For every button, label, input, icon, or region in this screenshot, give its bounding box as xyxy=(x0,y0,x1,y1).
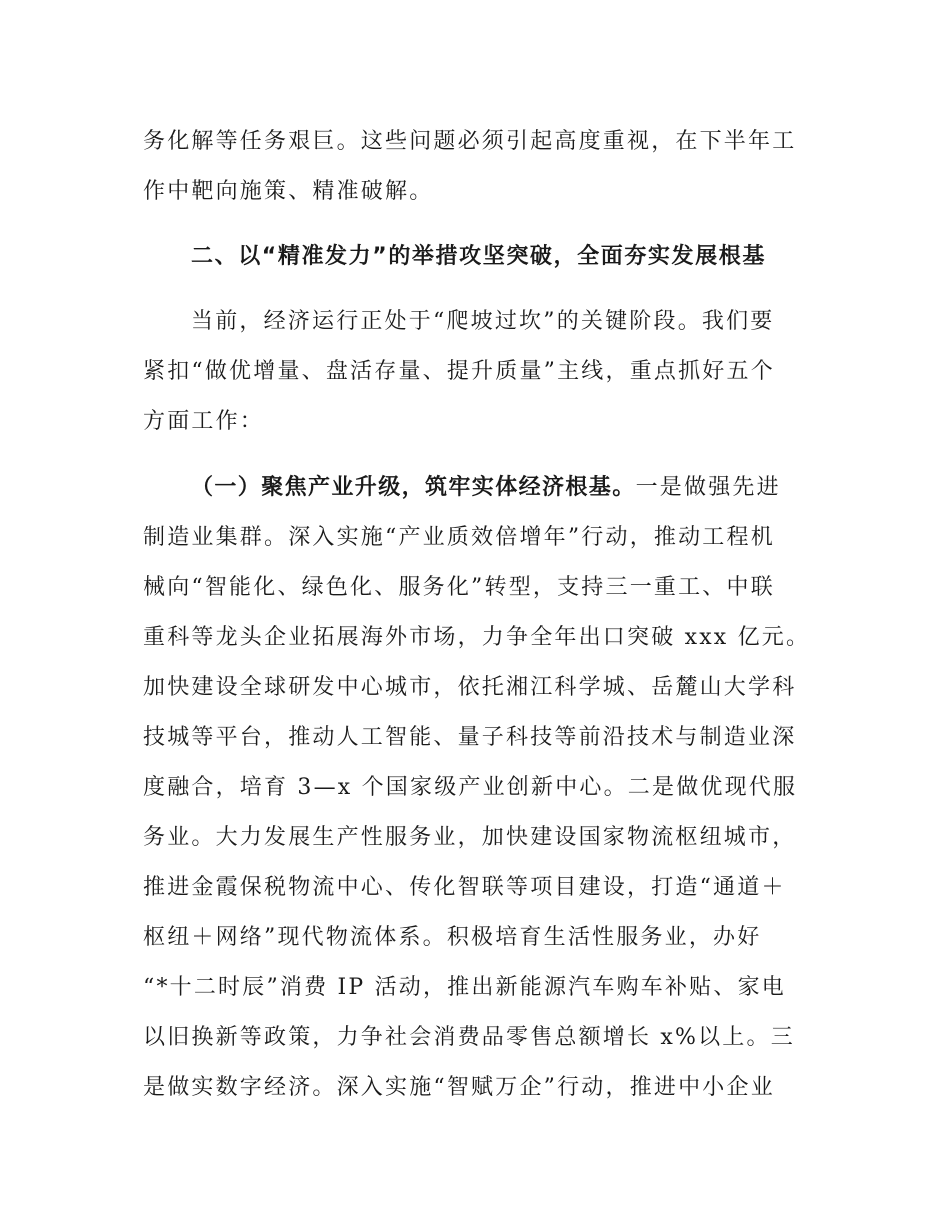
bold-lead: （一）聚焦产业升级，筑牢实体经济根基。 xyxy=(191,475,636,500)
section-heading-container xyxy=(143,232,811,282)
text-line: “*十二时辰”消费 IP 活动，推出新能源汽车购车补贴、家电 xyxy=(143,975,786,1000)
text-line: 务业。大力发展生产性服务业，加快建设国家物流枢纽城市， xyxy=(143,825,797,850)
text-line: 度融合，培育 3—x 个国家级产业创新中心。二是做优现代服 xyxy=(143,775,798,800)
paragraph-1 xyxy=(143,117,811,217)
text-line: 械向“智能化、绿色化、服务化”转型，支持三一重工、中联 xyxy=(143,575,775,600)
text-line: 重科等龙头企业拓展海外市场，力争全年出口突破 xxx 亿元。 xyxy=(143,625,811,650)
paragraph-3 xyxy=(143,463,811,1113)
first-line-rest: 一是做强先进 xyxy=(635,475,781,500)
text-line: 当前，经济运行正处于“爬坡过坎”的关键阶段。我们要 xyxy=(191,309,775,334)
text-line: 紧扣“做优增量、盘活存量、提升质量”主线，重点抓好五个 xyxy=(143,359,775,384)
text-line: 作中靶向施策、精准破解。 xyxy=(143,179,434,204)
text-line: 推进金霞保税物流中心、传化智联等项目建设，打造“通道＋ xyxy=(143,875,786,900)
section-heading: 二、以“精准发力”的举措攻坚突破，全面夯实发展根基 xyxy=(191,244,766,269)
text-line-first xyxy=(143,463,811,513)
text-line: 务化解等任务艰巨。这些问题必须引起高度重视，在下半年工 xyxy=(143,129,797,154)
text-line: 枢纽＋网络”现代物流体系。积极培育生活性服务业，办好 xyxy=(143,925,762,950)
text-line: 技城等平台，推动人工智能、量子科技等前沿技术与制造业深 xyxy=(143,725,797,750)
paragraph-2 xyxy=(143,297,811,447)
text-line: 方面工作： xyxy=(143,409,265,434)
text-line: 以旧换新等政策，力争社会消费品零售总额增长 x%以上。三 xyxy=(143,1025,795,1050)
text-line: 是做实数字经济。深入实施“智赋万企”行动，推进中小企业 xyxy=(143,1075,775,1100)
text-line: 加快建设全球研发中心城市，依托湘江科学城、岳麓山大学科 xyxy=(143,675,797,700)
text-line: 制造业集群。深入实施“产业质效倍增年”行动，推动工程机 xyxy=(143,525,775,550)
